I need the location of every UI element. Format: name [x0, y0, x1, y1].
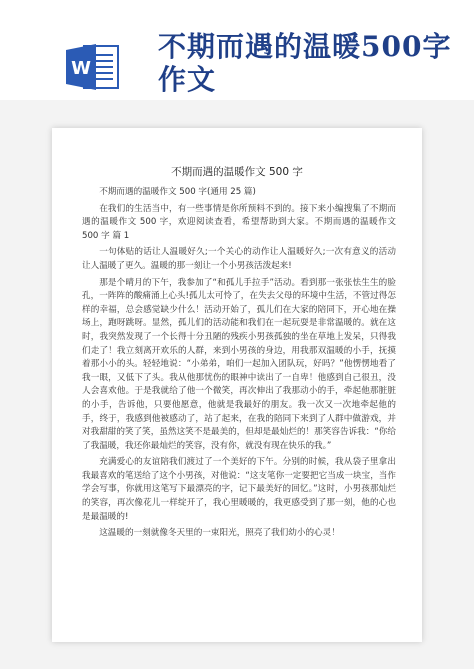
document-page — [52, 128, 422, 642]
paragraph: 这温暖的一刻就像冬天里的一束阳光，照亮了我们幼小的心灵！ — [99, 528, 340, 539]
document-subtitle: 不期而遇的温暖作文 500 字(通用 25 篇) — [99, 187, 256, 197]
word-document-icon — [66, 42, 120, 92]
banner-title: 不期而遇的温暖500字作文 — [158, 30, 452, 96]
paragraph: 那是个晴月的下午，我参加了“和孤儿手拉手”活动。看到那一张张怯生生的脸孔，一阵阵的酸痛涌上心头!孤儿太可怜了，在失去父母的环境中生活，不管过得怎样的幸福，总会感觉缺少什么！活动开始了，孤儿们在大家的陪同下，开心地在操场上，跑呀跳呀。显然，孤儿们的活动能和我们在一起玩耍是非常温暖的。就在这时，我突然发现了一个长得十分丑陋的残疾小男孩孤独的坐在草地上发呆，只得我们走了！我立刻离开欢乐的人群，来到小男孩的身边，用我那双温暖的小手，抚摸着那小小的头。轻轻地说：“小弟弟，咱们一起加入团队玩，好吗？”他愣愣地看了我一眼，又低下了头。我从他那忧伤的眼神中读出了一自卑！他感到自己很丑，没人会喜欢他。于是我就给了他一个微笑，再次伸出了我那动小的手，牵起他那脏脏的小手，告诉他，只要他愿意，他就是我最好的朋友。我一次又一次地牵起他的手，终于，我感到他被感动了，站了起来，在我的陪同下来到了人群中做游戏，并对我甜甜的笑了笑，虽然这笑不是最美的，但却是最灿烂的！那笑容告诉我：“你给了我温暖，我还你最灿烂的笑容，没有你，就没有现在快乐的我。” — [82, 277, 396, 451]
paragraph: 充满爱心的友谊陪我们渡过了一个美好的下午。分别的时候，我从袋子里拿出我最喜欢的笔送给了这个小男孩，对他说：“这支笔你一定要把它当成一块宝，当作学会写事，你就用这笔写下最漂亮的字，记下最美好的回忆。”这时，小男孩那灿烂的笑容，再次像花儿一样绽开了，我心里暖暖的，我更感受到了那一刻，他的心也是最温暖的! — [82, 457, 396, 522]
paragraph: 一句体贴的话让人温暖好久;一个关心的动作让人温暖好久;一次有意义的活动让人温暖了更久。温暖的那一刻让一个小男孩活泼起来! — [82, 247, 396, 271]
intro-paragraph: 在我们的生活当中，有一些事情是你所预料不到的。接下来小编搜集了不期而遇的温暖作文 500 字，欢迎阅读查看，希望帮助到大家。不期而遇的温暖作文 500 字 篇 1 — [82, 203, 396, 241]
document-body — [82, 186, 396, 544]
document-title: 不期而遇的温暖作文 500 字 — [171, 166, 303, 178]
svg-text:W: W — [71, 58, 91, 79]
banner — [0, 0, 474, 100]
